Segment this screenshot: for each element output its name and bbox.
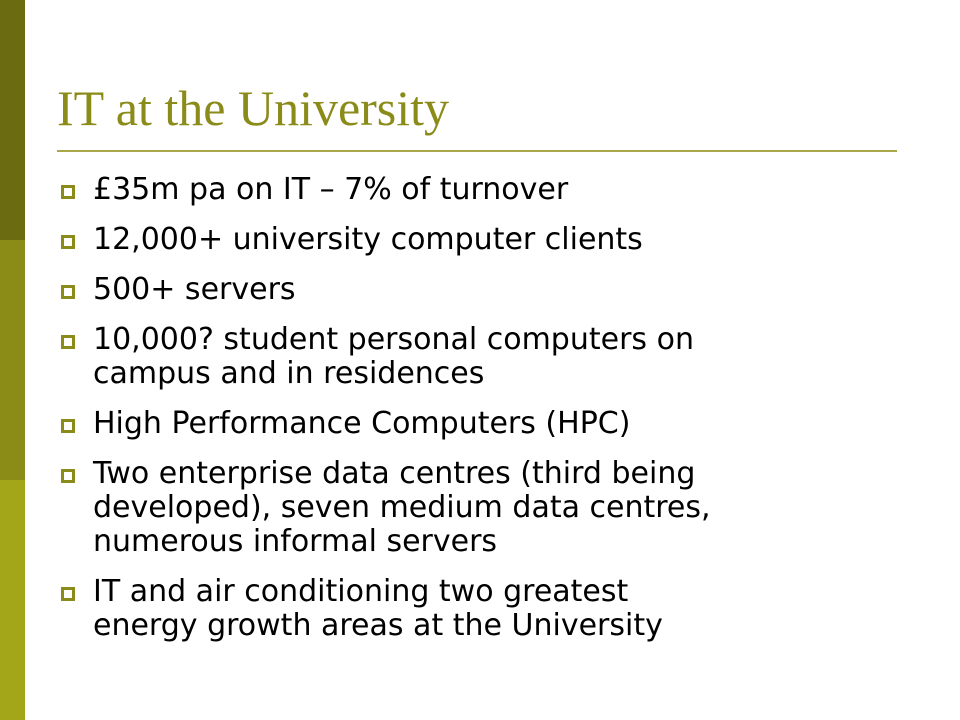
bullet-text-line-1: 10,000? student personal computers on — [93, 322, 694, 357]
bullet-text-line-2: developed), seven medium data centres, — [93, 490, 711, 525]
bullet-item-student-computers — [58, 323, 918, 391]
hollow-square-icon — [61, 419, 75, 433]
hollow-square-icon — [61, 335, 75, 349]
hollow-square-icon — [61, 469, 75, 483]
bullet-item-servers — [58, 273, 918, 307]
bullet-text-line-3: numerous informal servers — [93, 524, 498, 559]
bullet-item-hpc — [58, 407, 918, 441]
left-accent-bar — [0, 0, 25, 720]
title-divider — [57, 150, 897, 152]
bullet-text: 12,000+ university computer clients — [93, 222, 643, 257]
accent-bar-segment-bottom — [0, 480, 25, 720]
bullet-item-it-spend — [58, 173, 918, 207]
accent-bar-segment-middle — [0, 240, 25, 480]
hollow-square-icon — [61, 235, 75, 249]
slide-title: IT at the University — [57, 80, 450, 136]
bullet-text: 500+ servers — [93, 272, 296, 307]
hollow-square-icon — [61, 185, 75, 199]
bullet-text: £35m pa on IT – 7% of turnover — [93, 172, 569, 207]
bullet-item-data-centres — [58, 457, 918, 559]
bullet-text: High Performance Computers (HPC) — [93, 406, 631, 441]
hollow-square-icon — [61, 587, 75, 601]
bullet-list — [58, 173, 918, 659]
accent-bar-segment-top — [0, 0, 25, 240]
bullet-text-line-2: energy growth areas at the University — [93, 608, 663, 643]
bullet-text-line-1: Two enterprise data centres (third being — [93, 456, 696, 491]
bullet-item-energy-growth — [58, 575, 918, 643]
bullet-text-line-1: IT and air conditioning two greatest — [93, 574, 629, 609]
bullet-text-line-2: campus and in residences — [93, 356, 485, 391]
bullet-item-clients — [58, 223, 918, 257]
hollow-square-icon — [61, 285, 75, 299]
